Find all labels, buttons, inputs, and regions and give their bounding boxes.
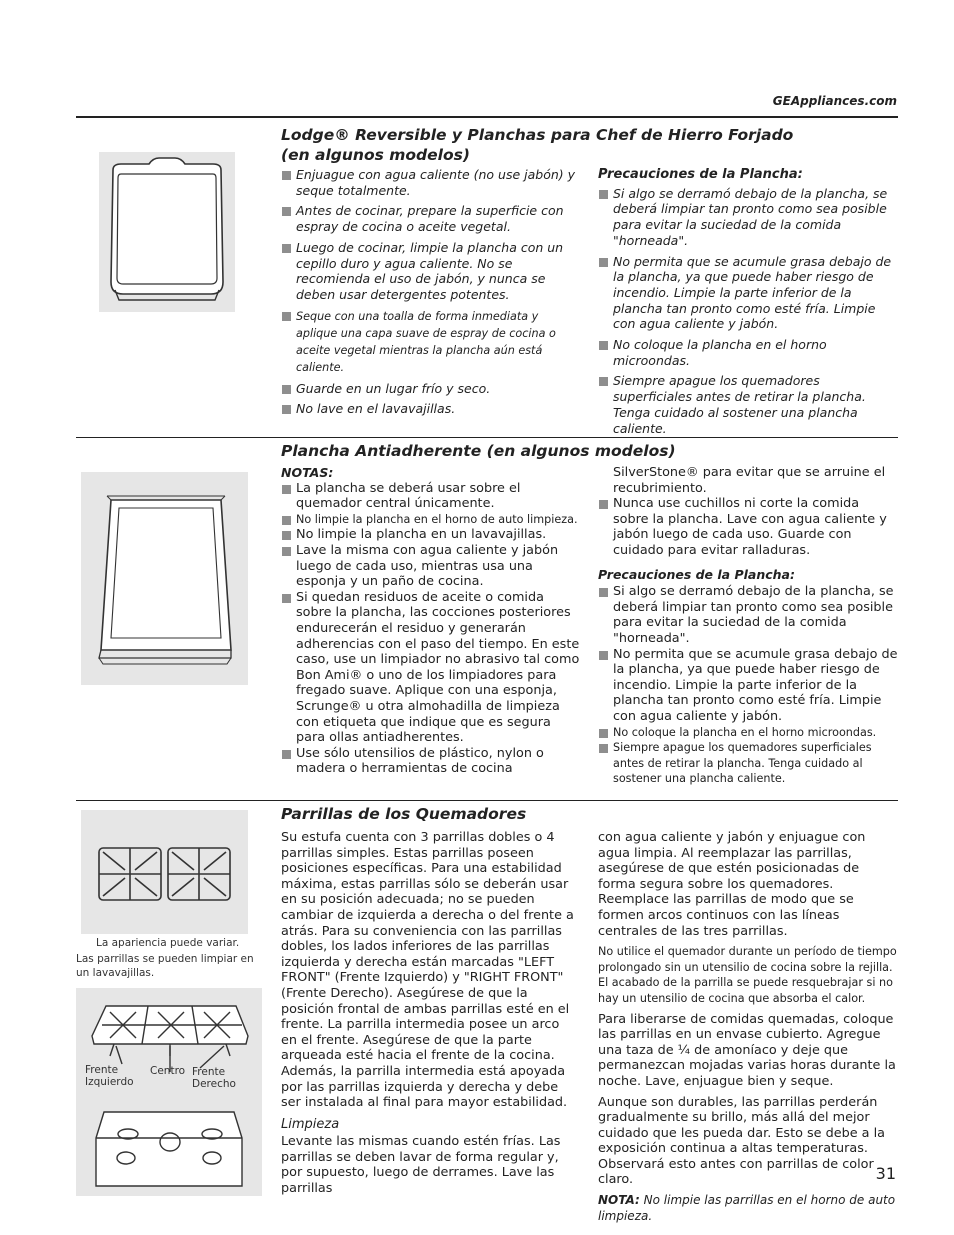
list-item: No limpie la plancha en un lavavajillas. [281,527,581,543]
cooktop-grates-image [76,988,262,1196]
cast-iron-griddle-image [99,152,235,312]
grates-intro: Su estufa cuenta con 3 parrillas dobles o 4 parrillas simples. Estas parrillas poseen posiciones específicas. Para una estabilidad máxima, estas parrillas sólo se deberán usar en su posición adecuada; no se pueden cambiar de izquierda a derecha o del frente a atrás. Para su conveniencia con las parrillas dobles, los lados inferiores de las parrillas izquierda y derecha están marcadas "LEFT FRONT" (Frente Izquierdo) y "RIGHT FRONT" (Frente Derecho). Asegúrese de que la posición frontal de ambas parrillas esté en el frente. La parrilla intermedia posee un arco en el frente. Asegúrese de que la parte arqueada esté hacia el frente de la cocina. Además, la parrilla intermedia está apoyada por las parrillas izquierda y derecha y debe ser instalada al final para mayor estabilidad. [281,830,574,1111]
section1-title-line2: (en algunos modelos) [281,146,470,164]
continuation-text: SilverStone® para evitar que se arruine el recubrimiento. [613,465,886,496]
cleaning-text: Levante las mismas cuando estén frías. Las parrillas se deben lavar de forma regular y, por supuesto, luego de derrames. Lave las parrillas [281,1134,561,1197]
precautions-title: Precauciones de la Plancha: [598,566,795,582]
appearance-caption: La apariencia puede variar. [96,937,240,949]
dishwasher-caption: Las parrillas se pueden limpiar en un lavavajillas. [76,953,254,979]
section2-title-wrap [281,441,881,461]
section1-left-column [281,167,581,422]
burner-grates-image [81,810,248,934]
list-item: Use sólo utensilios de plástico, nylon o madera o herramientas de cocina [281,746,581,777]
list-item: La plancha se deberá usar sobre el quemador central únicamente. [281,481,581,512]
section1-title-line1: Lodge® Reversible y Planchas para Chef de Hierro Forjado [281,126,794,144]
cleaning-title: Limpieza [281,1116,340,1132]
list-item: Enjuague con agua caliente (no use jabón) y seque totalmente. [281,167,581,198]
burnt-food-tip: Para liberarse de comidas quemadas, coloque las parrillas en un envase cubierto. Agregue una taza de ¼ de amoníaco y deje que permanezcan mojadas varias horas durante la noche. Lave, enjuague bien y seque. [598,1011,896,1089]
section2-title: Plancha Antiadherente (en algunos modelos) [281,442,676,460]
list-item: Lave la misma con agua caliente y jabón luego de cada uso, mientras usa una esponja y un paño de cocina. [281,543,581,590]
section1-title [281,125,881,165]
section3-left-column [281,830,579,1202]
section3-title-wrap [281,804,881,824]
list-item: No limpie la plancha en el horno de auto limpieza. [281,512,581,528]
list-item: No permita que se acumule grasa debajo de la plancha, ya que puede haber riesgo de incendio. Limpie la parte inferior de la plancha tan pronto como esté fría. Limpie con agua caliente y jabón. [598,647,898,725]
section-divider [76,437,898,438]
durability-note: Aunque son durables, las parrillas perderán gradualmente su brillo, más allá del mejor cuidado que les pueda dar. Esto se debe a la exposición continua a altas temperaturas. Observará esto antes con parrillas de color claro. [598,1094,885,1188]
label-center: Centro [150,1065,186,1077]
list-item: Seque con una toalla de forma inmediata y aplique una capa suave de espray de cocina o aceite vegetal mientras la plancha aún está caliente. [281,308,581,376]
list-item: No coloque la plancha en el horno microondas. [598,725,898,741]
list-item: Siempre apague los quemadores superficiales antes de retirar la plancha. Tenga cuidado al sostener una plancha caliente. [598,373,898,436]
list-item: Antes de cocinar, prepare la superficie con espray de cocina o aceite vegetal. [281,203,581,234]
section2-right-column [598,465,898,787]
page-number: 31 [875,1164,896,1183]
list-item: Siempre apague los quemadores superficiales antes de retirar la plancha. Tenga cuidado al sostener una plancha caliente. [598,740,898,787]
site-url: GEAppliances.com [772,94,897,108]
list-item: Si algo se derramó debajo de la plancha, se deberá limpiar tan pronto como sea posible para evitar la suciedad de la comida "horneada". [598,186,898,249]
note-label: NOTA: [598,1193,640,1208]
section1-right-column [598,167,898,441]
list-item: Guarde en un lugar frío y seco. [281,381,581,397]
list-item: No lave en el lavavajillas. [281,401,581,417]
list-item: Si quedan residuos de aceite o comida sobre la plancha, las cocciones posteriores endurecerán el residuo y generarán adherencias con el paso del tiempo. En este caso, use un limpiador no abrasivo tal como Bon Ami® o uno de los limpiadores para fregado suave. Aplique con una esponja, Scrunge® u otra almohadilla de limpieza con etiqueta que indique que es segura para ollas antiadherentes. [281,590,581,746]
list-item: No coloque la plancha en el horno microondas. [598,337,898,368]
list-item: No permita que se acumule grasa debajo de la plancha, ya que puede haber riesgo de incendio. Limpie la parte inferior de la plancha tan pronto como esté fría. Limpie con agua caliente y jabón. [598,254,898,333]
label-front-left: Frente Izquierdo [85,1064,134,1088]
label-front-right: Frente Derecho [192,1066,236,1090]
cleaning-text-continued: con agua caliente y jabón y enjuague con agua limpia. Al reemplazar las parrillas, asegúrese de que estén posicionadas de forma segura sobre los quemadores. Reemplace las parrillas de modo que se formen arcos continuos con las líneas centrales de las tres parrillas. [598,830,866,939]
section3-title: Parrillas de los Quemadores [281,805,527,823]
list-item: Nunca use cuchillos ni corte la comida sobre la plancha. Lave con agua caliente y jabón luego de cada uso. Guarde con cuidado para evitar ralladuras. [598,496,898,558]
section2-left-column [281,465,581,777]
list-item: Luego de cocinar, limpie la plancha con un cepillo duro y agua caliente. No se recomienda el uso de jabón, y nunca se deben usar detergentes potentes. [281,240,581,303]
burner-warning: No utilice el quemador durante un período de tiempo prolongado sin un utensilio de cocina sobre la rejilla. El acabado de la parrilla se puede resquebrajar si no hay un utensilio de cocina que absorba el calor. [598,945,897,1005]
nonstick-griddle-image [81,472,248,685]
section-divider [76,800,898,801]
self-clean-note [598,1193,898,1224]
precautions-title: Precauciones de la Plancha: [598,167,803,182]
list-item: Si algo se derramó debajo de la plancha, se deberá limpiar tan pronto como sea posible para evitar la suciedad de la comida "horneada". [598,584,898,646]
section3-right-column [598,830,898,1229]
note-text: No limpie las parrillas en el horno de auto limpieza. [598,1193,896,1223]
top-rule [76,116,898,118]
notes-label: NOTAS: [281,465,334,480]
